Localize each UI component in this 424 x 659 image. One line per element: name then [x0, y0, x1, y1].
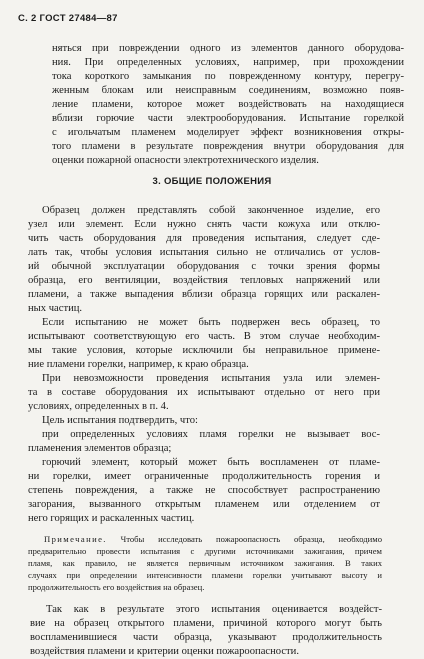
- paragraph-line: горючий элемент, который может быть воспламенен от пламе-: [42, 457, 380, 468]
- paragraph-line: испытывают соответствующую его часть. В этом случае необходим-: [28, 331, 380, 342]
- note-first-line: [44, 533, 382, 545]
- paragraph-line: ния. При определенных условиях, например, при прохождении: [52, 57, 404, 68]
- paragraph-line: тока короткого замыкания по поврежденному контуру, перегру-: [52, 71, 404, 82]
- paragraph-line: Так как в результате этого испытания оценивается воздейст-: [46, 604, 382, 615]
- paragraph-line: него горящих и раскаленных частиц.: [28, 513, 195, 524]
- paragraph-line: та в составе оборудования их испытывают отдельно от него при: [28, 387, 380, 398]
- paragraph-line: условиях, определенных в п. 4.: [28, 401, 169, 412]
- paragraph-line: мы такие условия, которые исключили бы неправильное примене-: [28, 345, 380, 356]
- note-line: предварительно провести испытания с другими источниками зажигания, причем: [28, 546, 382, 556]
- paragraph-line: воздействия пламени и критерии оценки пожароопасности.: [30, 646, 299, 657]
- paragraph-line: оценки пожарной опасности электротехнического изделия.: [52, 155, 319, 166]
- paragraph-line: Если испытанию не может быть подвержен весь образец, то: [42, 317, 380, 328]
- paragraph-line: Образец должен представлять собой законченное изделие, его: [42, 205, 380, 216]
- paragraph-line: лать так, чтобы условия испытания сильно не отличались от услов-: [28, 247, 380, 258]
- paragraph-line: образца, его вентиляции, воздействия тепловых напряжений или: [28, 275, 380, 286]
- paragraph-line: чить часть оборудования для проведения испытания, следует сде-: [28, 233, 380, 244]
- paragraph-line: вие на образец открытого пламени, причиной которого могут быть: [30, 618, 382, 629]
- paragraph-line: степень повреждения, а также не способствует распространению: [28, 485, 380, 496]
- paragraph-line: няться при повреждении одного из элементов данного оборудова-: [52, 43, 404, 54]
- paragraph-line: с игольчатым пламенем моделирует эффект возникновения откры-: [52, 127, 404, 138]
- section-heading: 3. ОБЩИЕ ПОЛОЖЕНИЯ: [152, 176, 272, 187]
- note-line: продолжительность его воздействия на образец.: [28, 582, 205, 592]
- paragraph-line: ние пламени горелки, например, к краю образца.: [28, 359, 249, 370]
- note-line: пламя, как правило, не является первичным источником зажигания. В таких: [28, 558, 382, 568]
- paragraph-line: Цель испытания подтвердить, что:: [42, 415, 198, 426]
- paragraph-line: ных частиц.: [28, 303, 83, 314]
- paragraph-line: ление пламени, которое может воздействовать на находящиеся: [52, 99, 404, 110]
- paragraph-line: вблизи горючие части электрооборудования. Испытание горелкой: [52, 113, 404, 124]
- note-label: Примечание.: [44, 534, 107, 544]
- paragraph-line: воспламенившиеся части образца, указывают продолжительность: [30, 632, 382, 643]
- paragraph-line: при определенных условиях пламя горелки не вызывает вос-: [42, 429, 380, 440]
- paragraph-line: ни горелки, имеет ограниченные продолжительность горения и: [28, 471, 380, 482]
- paragraph-line: того пламени в результате повреждения внутри оборудования для: [52, 141, 404, 152]
- paragraph-line: узел или элемент. Если нужно снять части кожуха или отклю-: [28, 219, 380, 230]
- paragraph-line: загорания, вызванного открытым пламенем или отделением от: [28, 499, 380, 510]
- paragraph-line: ий обычной эксплуатации оборудования с точки зрения формы: [28, 261, 380, 272]
- paragraph-line: женным блокам или неисправным соединениям, возможно появ-: [52, 85, 404, 96]
- paragraph-line: При невозможности проведения испытания узла или элемен-: [42, 373, 380, 384]
- note-line: случаях при определении интенсивности пламени горелки учитывают высоту и: [28, 570, 382, 580]
- paragraph-line: пламени, а также выпадения вблизи образца горящих или раскален-: [28, 289, 380, 300]
- page-header: С. 2 ГОСТ 27484—87: [18, 13, 118, 24]
- paragraph-line: пламенения элементов образца;: [28, 443, 172, 454]
- note-text: Чтобы исследовать пожароопасность образца, необходимо: [120, 534, 382, 544]
